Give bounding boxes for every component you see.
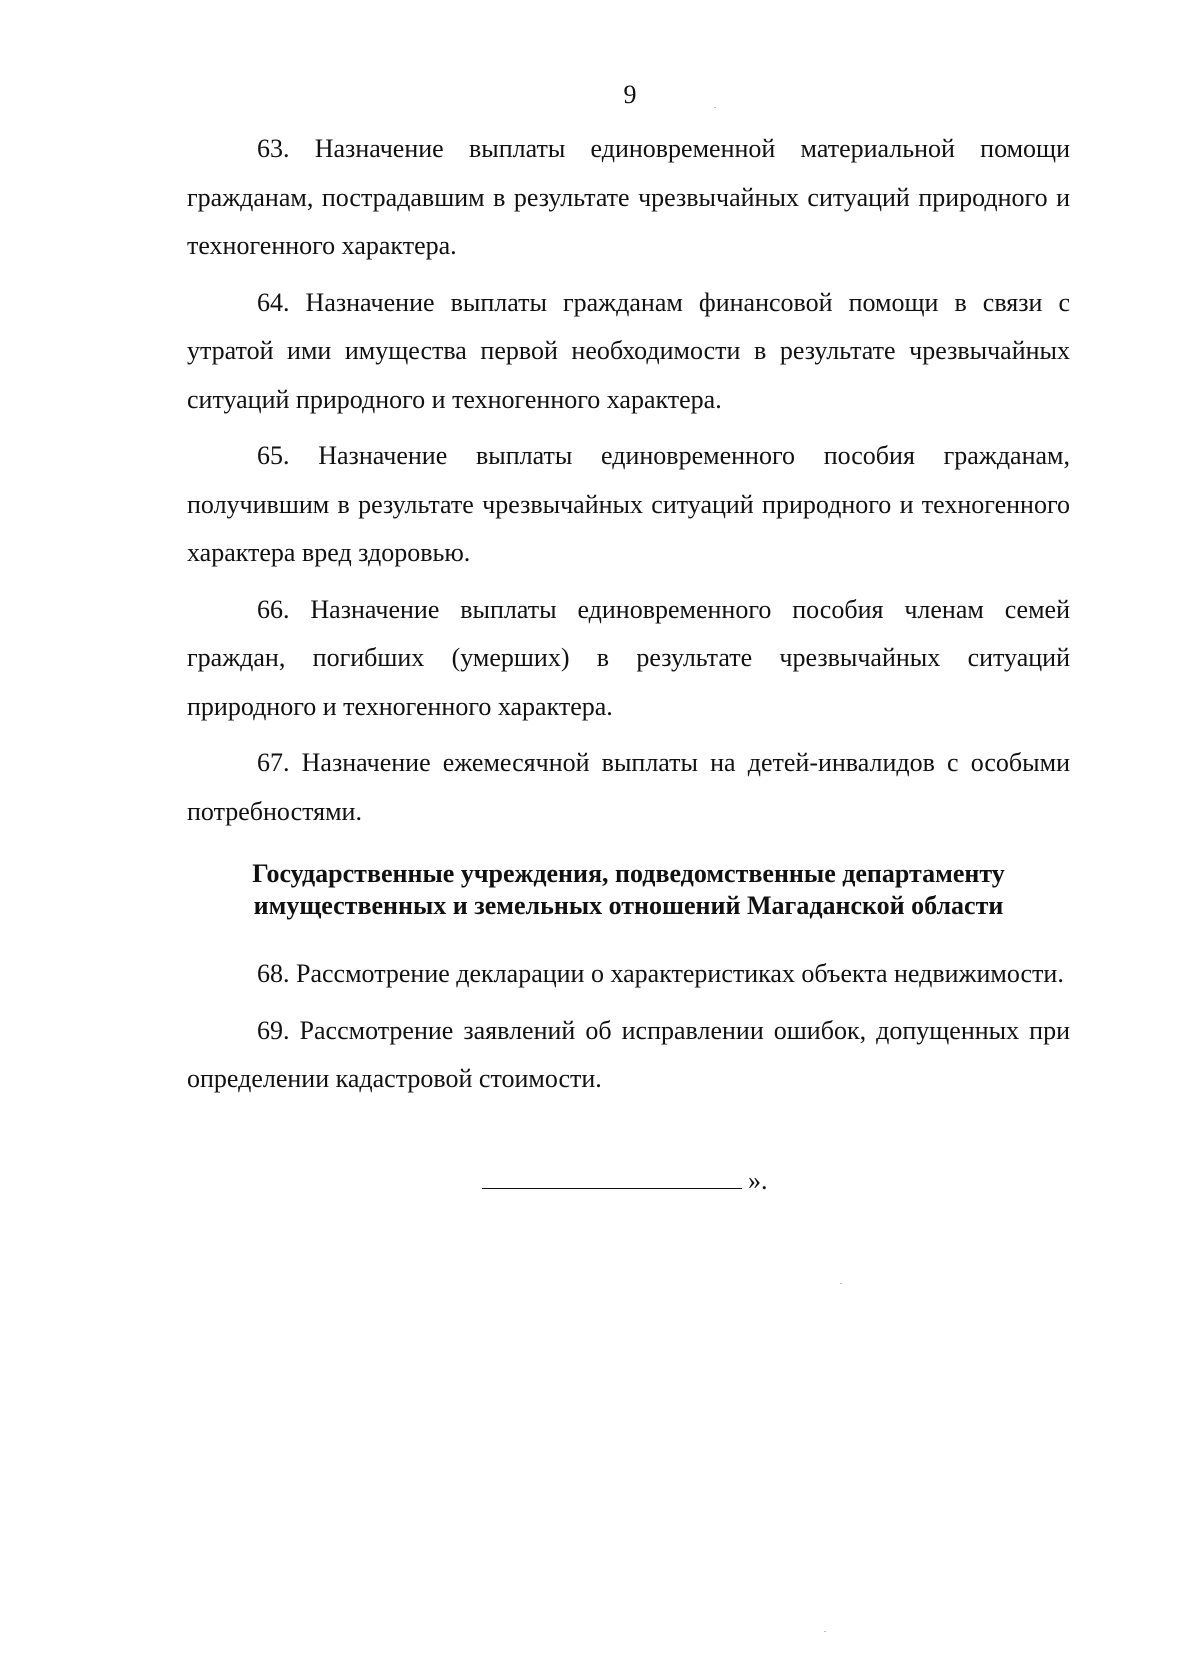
scan-speck — [840, 1283, 842, 1284]
page-number: 9 — [623, 80, 637, 109]
list-item-67: 67. Назначение ежемесячной выплаты на детей-инвалидов с особыми потребностями. — [187, 748, 1070, 826]
scan-speck — [714, 107, 716, 108]
list-item-65: 65. Назначение выплаты единовременного пособия гражданам, получившим в результате чрезвычайных ситуаций природного и техногенного характера вред здоровью. — [187, 441, 1070, 567]
section-heading-line-2: имущественных и земельных отношений Магаданской области — [253, 891, 1004, 920]
section-heading-line-1: Государственные учреждения, подведомственные департаменту — [252, 859, 1005, 888]
closing-line — [482, 1166, 768, 1196]
list-item-63: 63. Назначение выплаты единовременной материальной помощи гражданам, пострадавшим в результате чрезвычайных ситуаций природного и техногенного характера. — [187, 134, 1070, 260]
list-item-64: 64. Назначение выплаты гражданам финансовой помощи в связи с утратой ими имущества первой необходимости в результате чрезвычайных ситуаций природного и техногенного характера. — [187, 287, 1070, 414]
closing-quote-mark: ». — [748, 1166, 768, 1195]
scan-speck — [824, 1631, 826, 1632]
document-body — [187, 125, 1070, 1112]
list-item-69: 69. Рассмотрение заявлений об исправлении ошибок, допущенных при определении кадастровой стоимости. — [187, 1015, 1070, 1093]
list-item-68: 68. Рассмотрение декларации о характеристиках объекта недвижимости. — [257, 959, 1064, 988]
list-item-66: 66. Назначение выплаты единовременного пособия членам семей граждан, погибших (умерших) в результате чрезвычайных ситуаций природного и техногенного характера. — [187, 594, 1070, 721]
section-heading — [187, 858, 1070, 922]
closing-rule — [482, 1166, 742, 1189]
